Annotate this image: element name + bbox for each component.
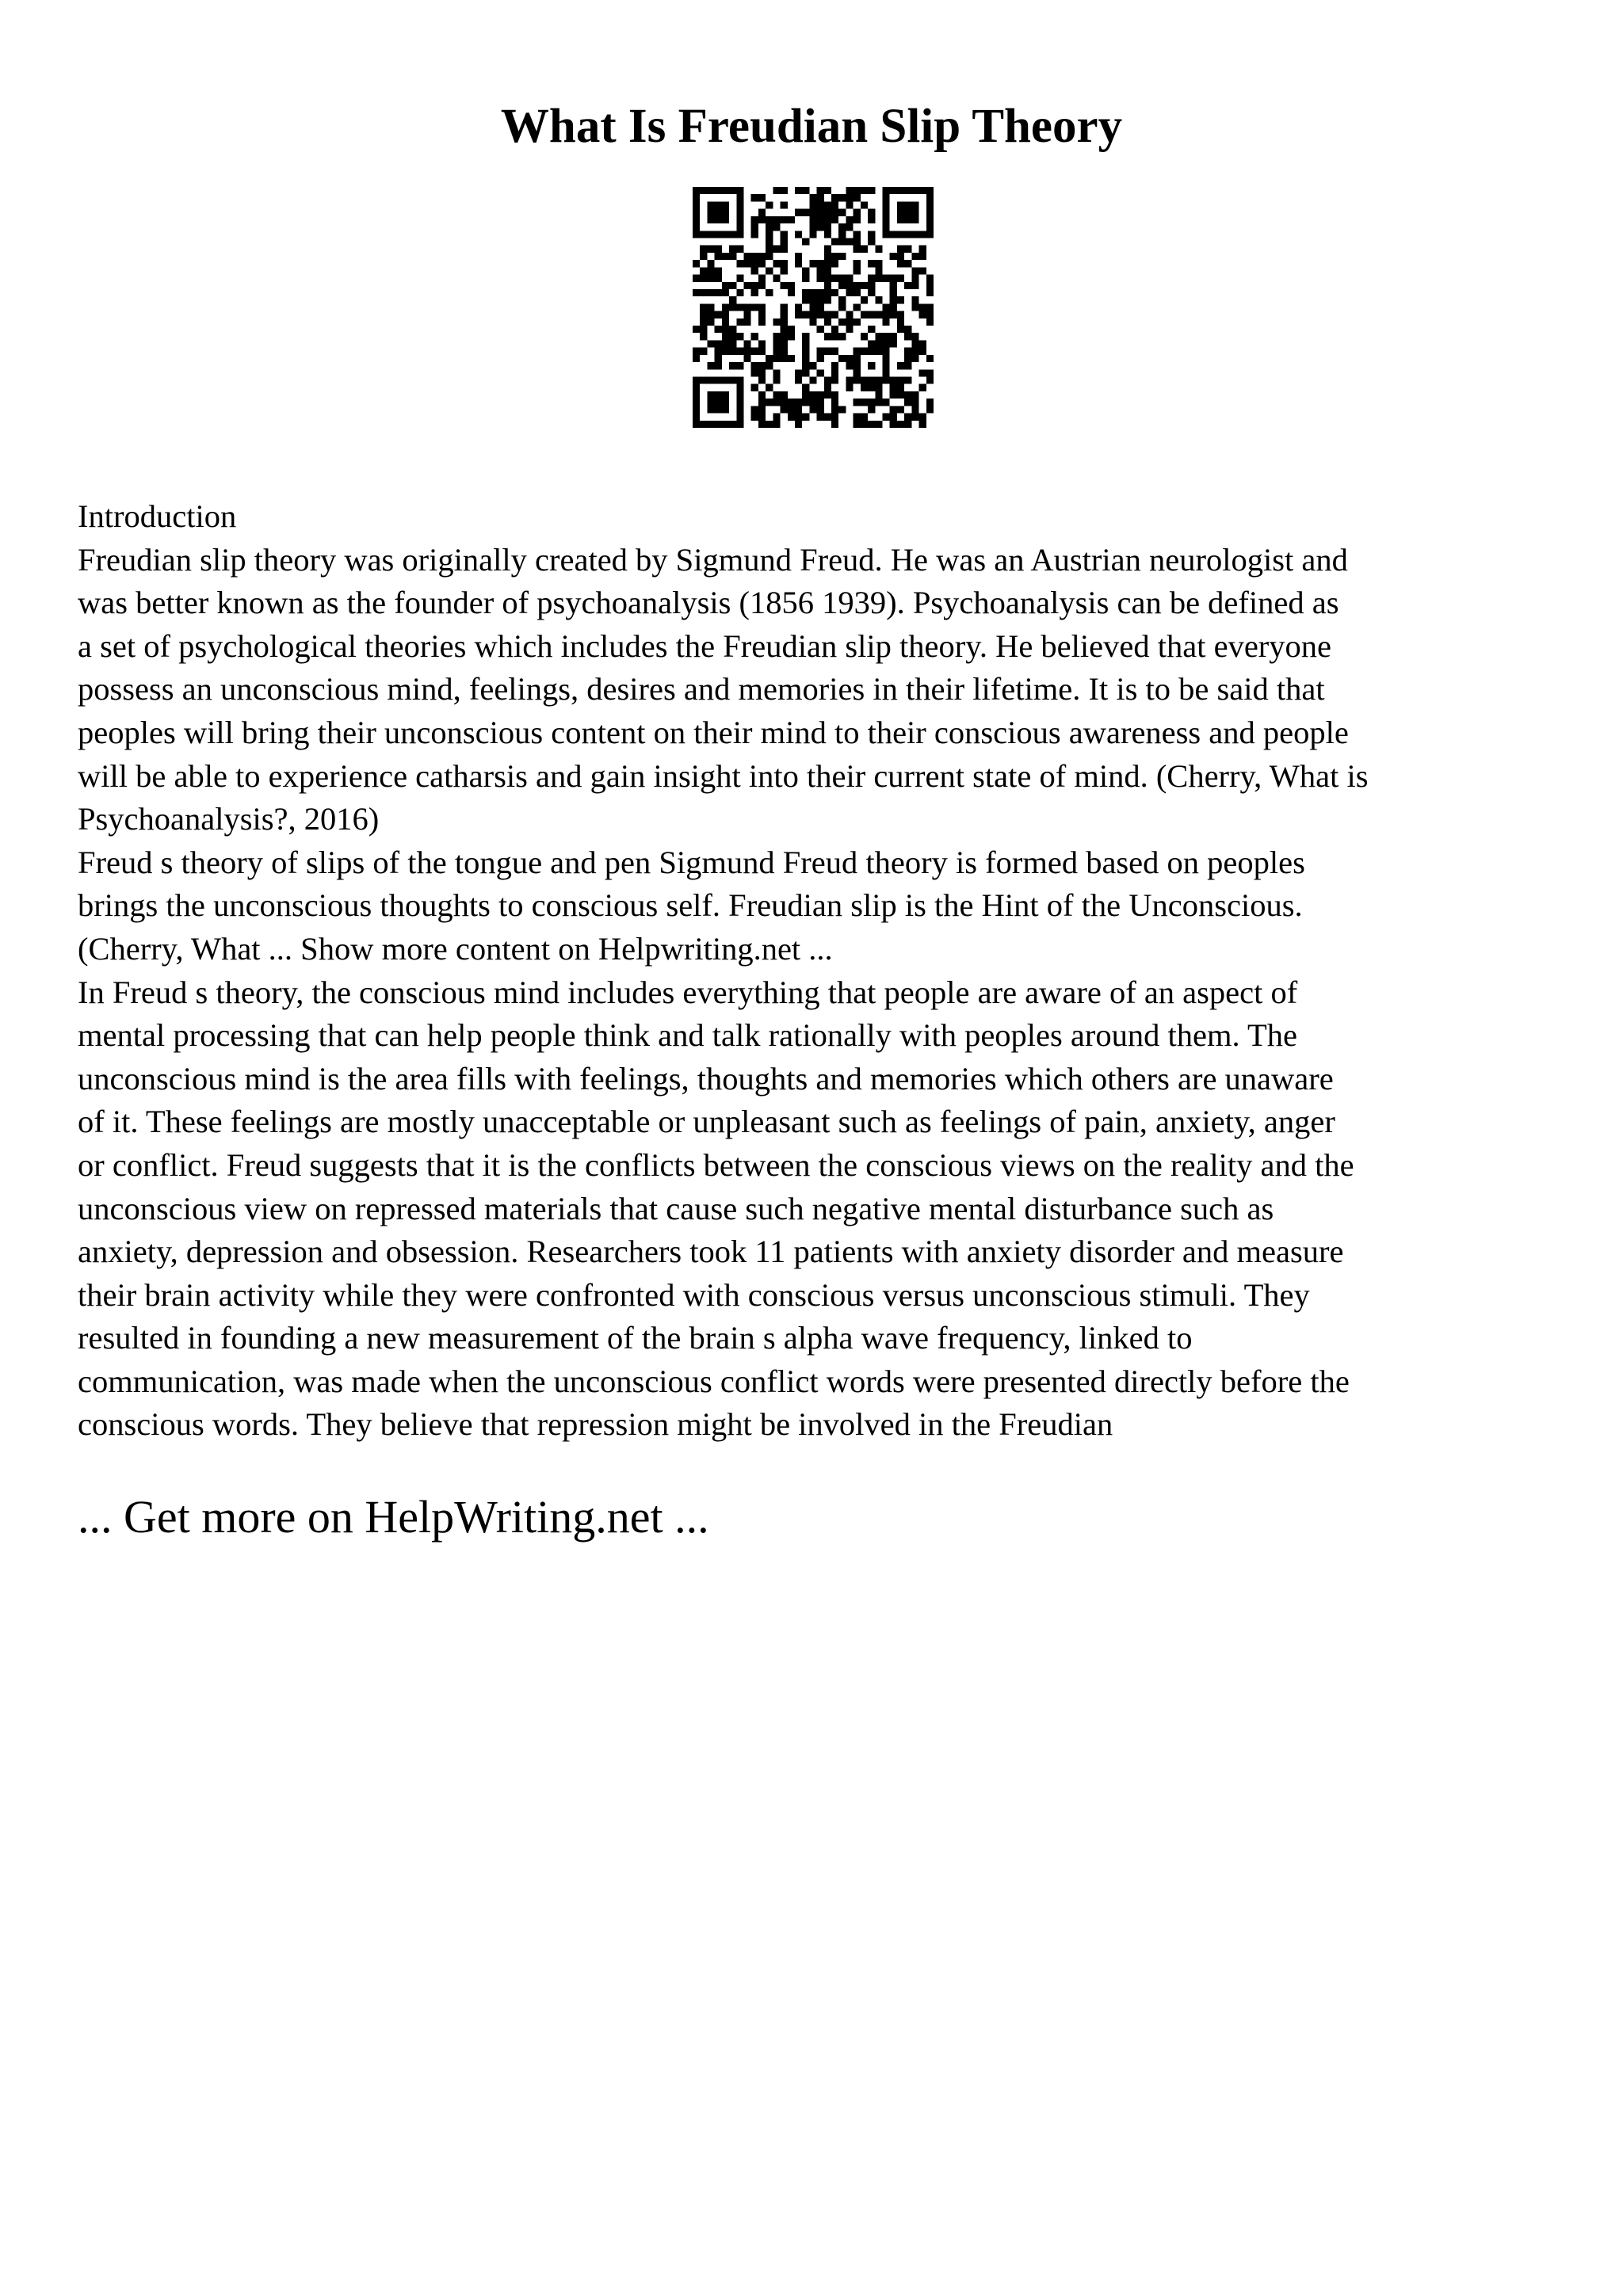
document-body <box>78 495 1583 1447</box>
body-line: their brain activity while they were confronted with conscious versus unconscious stimuli. They <box>78 1276 1310 1313</box>
body-line: Freud s theory of slips of the tongue and pen Sigmund Freud theory is formed based on peoples <box>78 844 1305 880</box>
show-more-link[interactable]: (Cherry, What ... Show more content on Helpwriting.net ... <box>78 930 833 967</box>
body-line: conscious words. They believe that repression might be involved in the Freudian <box>78 1406 1113 1443</box>
page-title: What Is Freudian Slip Theory <box>500 100 1123 153</box>
body-line: Freudian slip theory was originally created by Sigmund Freud. He was an Austrian neurologist and <box>78 541 1348 578</box>
body-line: anxiety, depression and obsession. Researchers took 11 patients with anxiety disorder and measure <box>78 1234 1344 1270</box>
body-line: of it. These feelings are mostly unacceptable or unpleasant such as feelings of pain, anxiety, anger <box>78 1104 1335 1140</box>
get-more-link[interactable]: ... Get more on HelpWriting.net ... <box>78 1491 709 1543</box>
body-line: resulted in founding a new measurement of the brain s alpha wave frequency, linked to <box>78 1320 1193 1356</box>
body-line: communication, was made when the unconscious conflict words were presented directly before the <box>78 1363 1350 1399</box>
body-line: will be able to experience catharsis and gain insight into their current state of mind. (Cherry, What is <box>78 757 1369 794</box>
body-line: a set of psychological theories which includes the Freudian slip theory. He believed that everyone <box>78 627 1332 664</box>
body-line: Introduction <box>78 498 237 534</box>
qr-code-icon <box>693 187 934 428</box>
body-line: mental processing that can help people think and talk rationally with peoples around them. The <box>78 1017 1297 1054</box>
body-line: or conflict. Freud suggests that it is the conflicts between the conscious views on the reality and the <box>78 1146 1354 1183</box>
body-line: was better known as the founder of psychoanalysis (1856 1939). Psychoanalysis can be defined as <box>78 585 1339 621</box>
body-line: peoples will bring their unconscious content on their mind to their conscious awareness and people <box>78 714 1349 750</box>
body-line: Psychoanalysis?, 2016) <box>78 801 380 837</box>
body-line: possess an unconscious mind, feelings, desires and memories in their lifetime. It is to be said that <box>78 671 1325 707</box>
body-line: In Freud s theory, the conscious mind includes everything that people are aware of an aspect of <box>78 974 1298 1010</box>
body-line: unconscious view on repressed materials that cause such negative mental disturbance such as <box>78 1190 1274 1226</box>
body-line: brings the unconscious thoughts to conscious self. Freudian slip is the Hint of the Unconscious. <box>78 887 1303 924</box>
body-line: unconscious mind is the area fills with feelings, thoughts and memories which others are unaware <box>78 1060 1334 1097</box>
